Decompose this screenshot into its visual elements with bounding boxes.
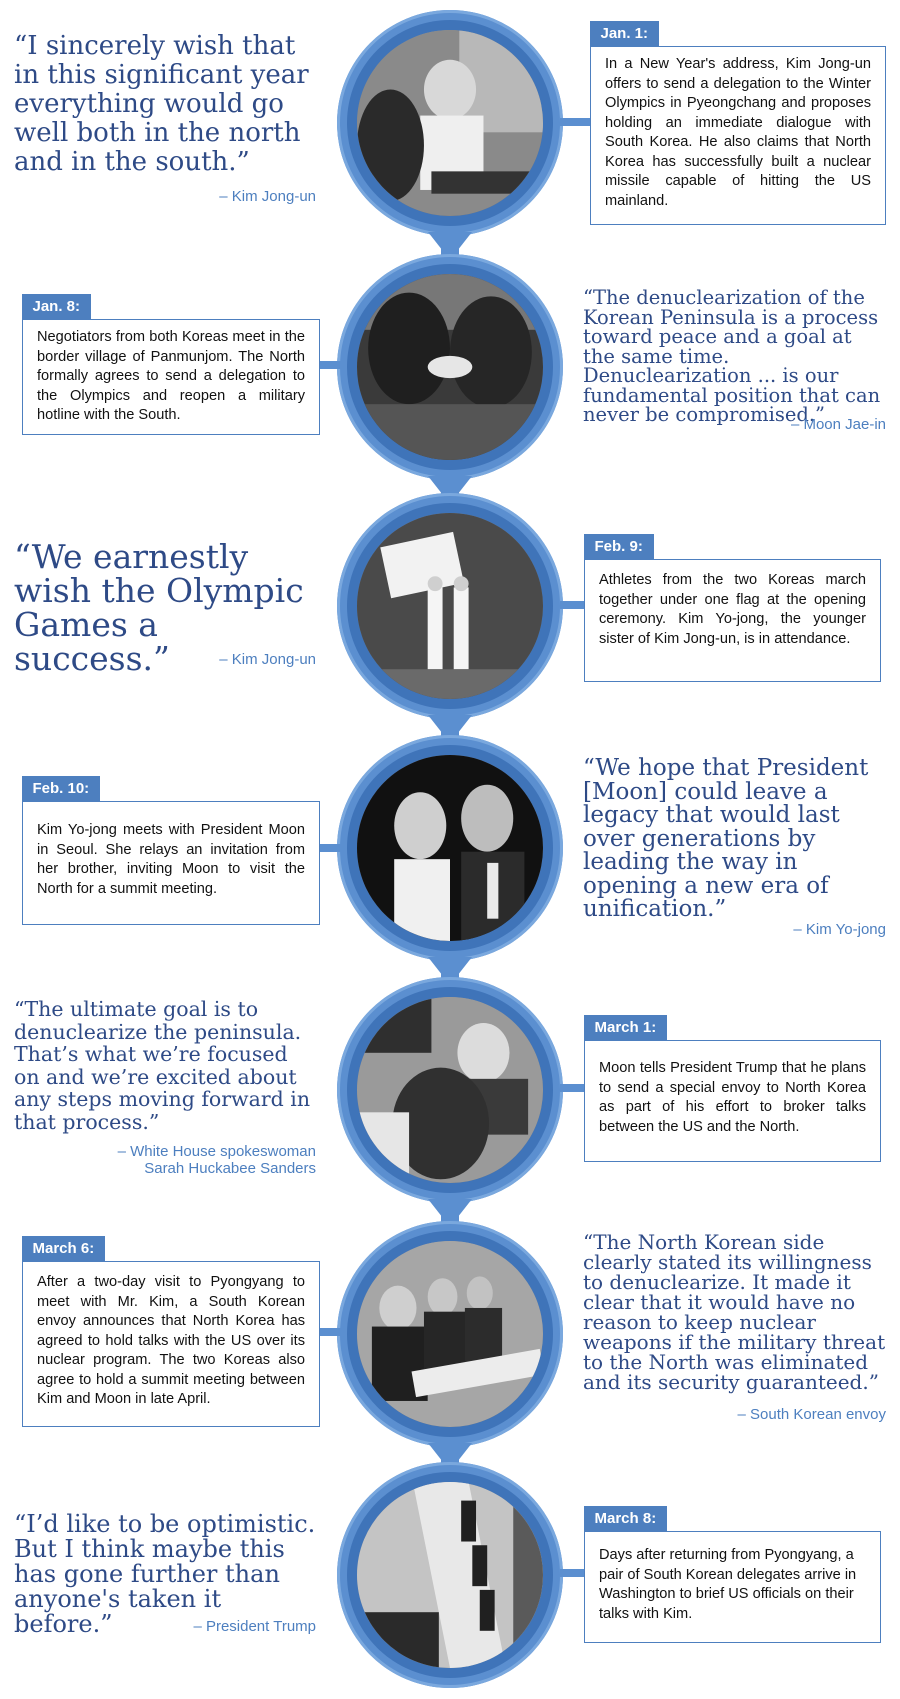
connector-4 [320,844,342,852]
quote-2-text: “The denuclearization of the Korean Peninsula is a process toward peace and a goal at the same time. Denuclearization ... is our fundamental position that can never be compromised.” [583,286,881,426]
quote-1-attribution: – Kim Jong-un [219,188,316,205]
timeline-photo-2 [337,254,563,480]
event-description: Kim Yo-jong meets with President Moon in Seoul. She relays an invitation from her brother, inviting Moon to visit the North for a summit meeting. [37,822,305,897]
event-card-march8 [584,1510,881,1643]
connector-6 [320,1328,342,1336]
connector-3 [560,601,584,609]
quote-3-attribution: – Kim Jong-un [219,651,316,668]
event-card-jan1 [590,25,886,225]
quote-5-attribution: – White House spokeswoman Sarah Huckabee Sanders [117,1143,316,1177]
event-description: Days after returning from Pyongyang, a pair of South Korean delegates arrive in Washington to brief US officials on their talks with Kim. [599,1547,857,1622]
quote-3-text: “We earnestly wish the Olympic Games a success.” [14,537,304,678]
event-description: In a New Year's address, Kim Jong-un offers to send a delegation to the Winter Olympics in Pyeongchang and proposes holding an immediate dialogue with South Korea. He also claims that North Korea has successfully built a nuclear missile capable of hitting the US mainland. [605,56,871,209]
photo-delegates-arrive [357,1482,543,1668]
photo-trump-phone-call [357,997,543,1183]
timeline-photo-3 [337,493,563,719]
quote-6-text: “The North Korean side clearly stated its willingness to denuclearize. It made it clear that it would have no reason to keep nuclear weapons if the military threat to the North was eliminated and its security guaranteed.” [583,1230,886,1394]
quote-7-attribution: – President Trump [193,1618,316,1635]
event-date-badge: March 6: [22,1236,106,1262]
event-date-badge: Jan. 8: [22,294,92,320]
event-card-feb9 [584,538,881,682]
event-date-badge: March 8: [584,1506,668,1532]
photo-envoy-meeting [357,1241,543,1427]
event-card-march6 [22,1240,320,1427]
event-description: After a two-day visit to Pyongyang to meet with Mr. Kim, a South Korean envoy announces that North Korea has agreed to hold talks with the US over its nuclear program. The two Koreas also agree to hold a summit meeting between Kim and Moon in late April. [37,1274,305,1407]
photo-kim-yo-jong-moon [357,755,543,941]
event-date-badge: Feb. 10: [22,776,101,802]
connector-5 [560,1084,584,1092]
photo-panmunjom-handshake [357,274,543,460]
quote-6-attribution: – South Korean envoy [737,1406,886,1423]
timeline-photo-1 [337,10,563,236]
timeline-photo-6 [337,1221,563,1447]
event-card-feb10 [22,780,320,925]
event-description: Athletes from the two Koreas march together under one flag at the opening ceremony. Kim Yo-jong, the younger sister of Kim Jong-un, is in attendance. [599,572,866,647]
quote-5-text: “The ultimate goal is to denuclearize the peninsula. That’s what we’re focused on and we’re excited about any steps moving forward in that process.” [14,997,311,1134]
quote-4-attribution: – Kim Yo-jong [793,921,886,938]
event-card-jan8 [22,298,320,435]
event-card-march1 [584,1019,881,1162]
timeline-photo-5 [337,977,563,1203]
event-description: Moon tells President Trump that he plans to send a special envoy to North Korea as part of his effort to broker talks between the US and the North. [599,1060,866,1135]
timeline-photo-7 [337,1462,563,1688]
quote-7-text: “I’d like to be optimistic. But I think maybe this has gone further than anyone's taken it before.” [14,1510,316,1638]
event-date-badge: Feb. 9: [584,534,654,560]
connector-7 [560,1569,584,1577]
connector-2 [320,361,342,369]
event-description: Negotiators from both Koreas meet in the border village of Panmunjom. The North formally agrees to send a delegation to the Olympics and reopen a military hotline with the South. [37,329,305,423]
quote-4-text: “We hope that President [Moon] could leave a legacy that would last over generations by leading the way in opening a new era of unification.” [583,755,869,922]
quote-2-attribution: – Moon Jae-in [790,416,886,433]
timeline-photo-4 [337,735,563,961]
event-date-badge: March 1: [584,1015,668,1041]
connector-1 [560,118,590,126]
event-date-badge: Jan. 1: [590,21,660,47]
photo-unified-flag-march [357,513,543,699]
quote-1-text: “I sincerely wish that in this significant year everything would go well both in the north and in the south.” [14,31,309,177]
photo-kim-new-year-address [357,30,543,216]
